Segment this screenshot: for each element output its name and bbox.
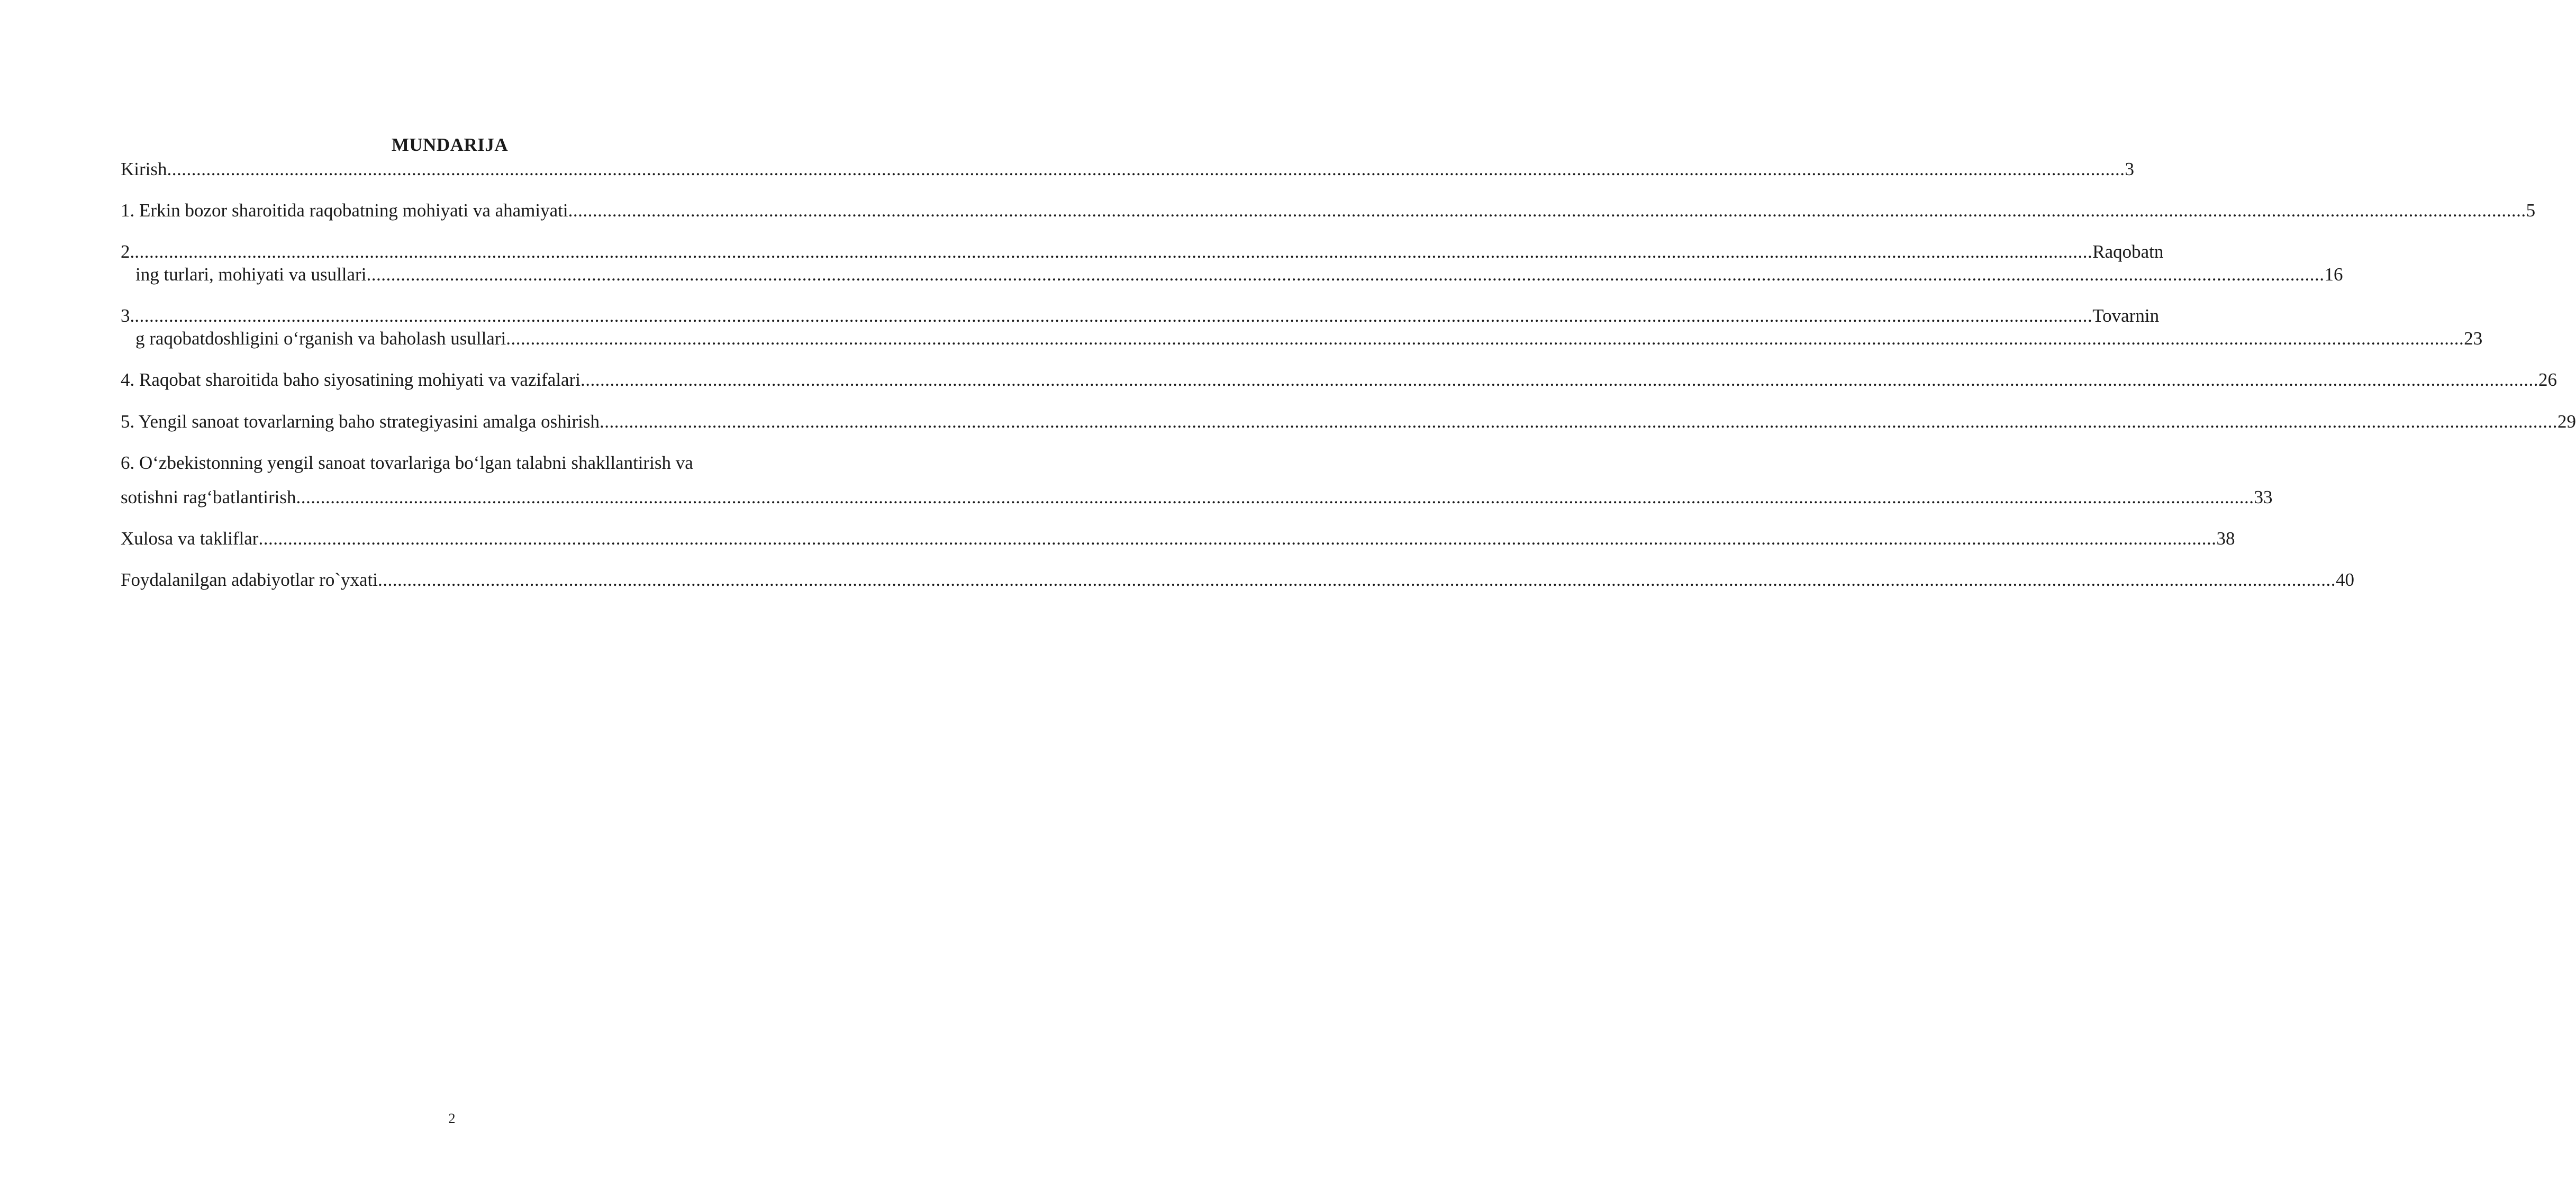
toc-entry-text: 4. Raqobat sharoitida baho siyosatining mohiyati va vazifalari: [121, 369, 580, 390]
page-number: 2: [448, 1111, 456, 1126]
toc-entry-4: [121, 368, 2557, 392]
toc-page-number: 33: [2254, 487, 2273, 507]
toc-leader-dots: ................................................................................................................................................................................................................................................................................................................................................................................................................: [506, 328, 2464, 349]
toc-entry-1: [121, 199, 2536, 222]
toc-leader-dots: ................................................................................................................................................................................................................................................................................................................................................................................................................: [167, 159, 2125, 179]
toc-entry-text: Xulosa va takliflar: [121, 528, 259, 549]
toc-leader-dots: ................................................................................................................................................................................................................................................................................................................................................................................................................: [296, 487, 2254, 507]
toc-entry-6-line2: [121, 486, 2273, 509]
toc-leader-dots: ................................................................................................................................................................................................................................................................................................................................................................................................................: [134, 305, 2093, 326]
toc-entry-kirish: [121, 158, 2134, 181]
toc-entry-text: g raqobatdoshligini o‘rganish va baholash usullari: [135, 328, 506, 349]
toc-leader-dots: ................................................................................................................................................................................................................................................................................................................................................................................................................: [258, 528, 2217, 549]
toc-entry-text: Foydalanilgan adabiyotlar ro`yxati: [121, 569, 378, 590]
toc-entry-text: 1. Erkin bozor sharoitida raqobatning mohiyati va ahamiyati: [121, 200, 568, 221]
toc-leader-dots: ................................................................................................................................................................................................................................................................................................................................................................................................................: [568, 200, 2526, 221]
toc-entry-text: 5. Yengil sanoat tovarlarning baho strategiyasini amalga oshirish: [121, 411, 600, 432]
toc-page-number: 23: [2464, 328, 2483, 349]
toc-entry-xulosa: [121, 527, 2235, 550]
toc-entry-text: sotishni rag‘batlantirish: [121, 487, 296, 507]
toc-leader-dots: ................................................................................................................................................................................................................................................................................................................................................................................................................: [134, 241, 2093, 262]
toc-entry-2-line1: [121, 240, 2164, 264]
toc-page-number: 26: [2538, 369, 2557, 390]
toc-entry-text: Kirish: [121, 159, 167, 179]
toc-entry-text: ing turlari, mohiyati va usullari: [135, 264, 367, 285]
toc-entry-tail: Tovarnin: [2092, 305, 2160, 326]
toc-page-number: 3: [2125, 159, 2134, 179]
toc-entry-tail: Raqobatn: [2092, 241, 2164, 262]
toc-entry-6-line1: 6. O‘zbekistonning yengil sanoat tovarlariga bo‘lgan talabni shakllantirish va: [121, 452, 693, 473]
toc-entry-3-line1: [121, 304, 2160, 328]
toc-page-number: 29: [2557, 411, 2576, 432]
toc-entry-3-line2: [121, 327, 2483, 350]
toc-leader-dots: ................................................................................................................................................................................................................................................................................................................................................................................................................: [377, 569, 2336, 590]
toc-page-number: 38: [2216, 528, 2235, 549]
toc-leader-dots: ................................................................................................................................................................................................................................................................................................................................................................................................................: [366, 264, 2325, 285]
toc-entry-lead: 3.: [121, 305, 135, 326]
toc-entry-adabiyotlar: [121, 568, 2354, 592]
toc-page-number: 5: [2526, 200, 2536, 221]
toc-entry-lead: 2.: [121, 241, 135, 262]
toc-leader-dots: ................................................................................................................................................................................................................................................................................................................................................................................................................: [599, 411, 2557, 432]
page-title: MUNDARIJA: [391, 134, 509, 155]
toc-page-number: 40: [2335, 569, 2354, 590]
toc-entry-5: [121, 410, 2576, 433]
toc-entry-2-line2: [121, 263, 2343, 286]
toc-leader-dots: ................................................................................................................................................................................................................................................................................................................................................................................................................: [580, 369, 2538, 390]
toc-page-number: 16: [2324, 264, 2343, 285]
